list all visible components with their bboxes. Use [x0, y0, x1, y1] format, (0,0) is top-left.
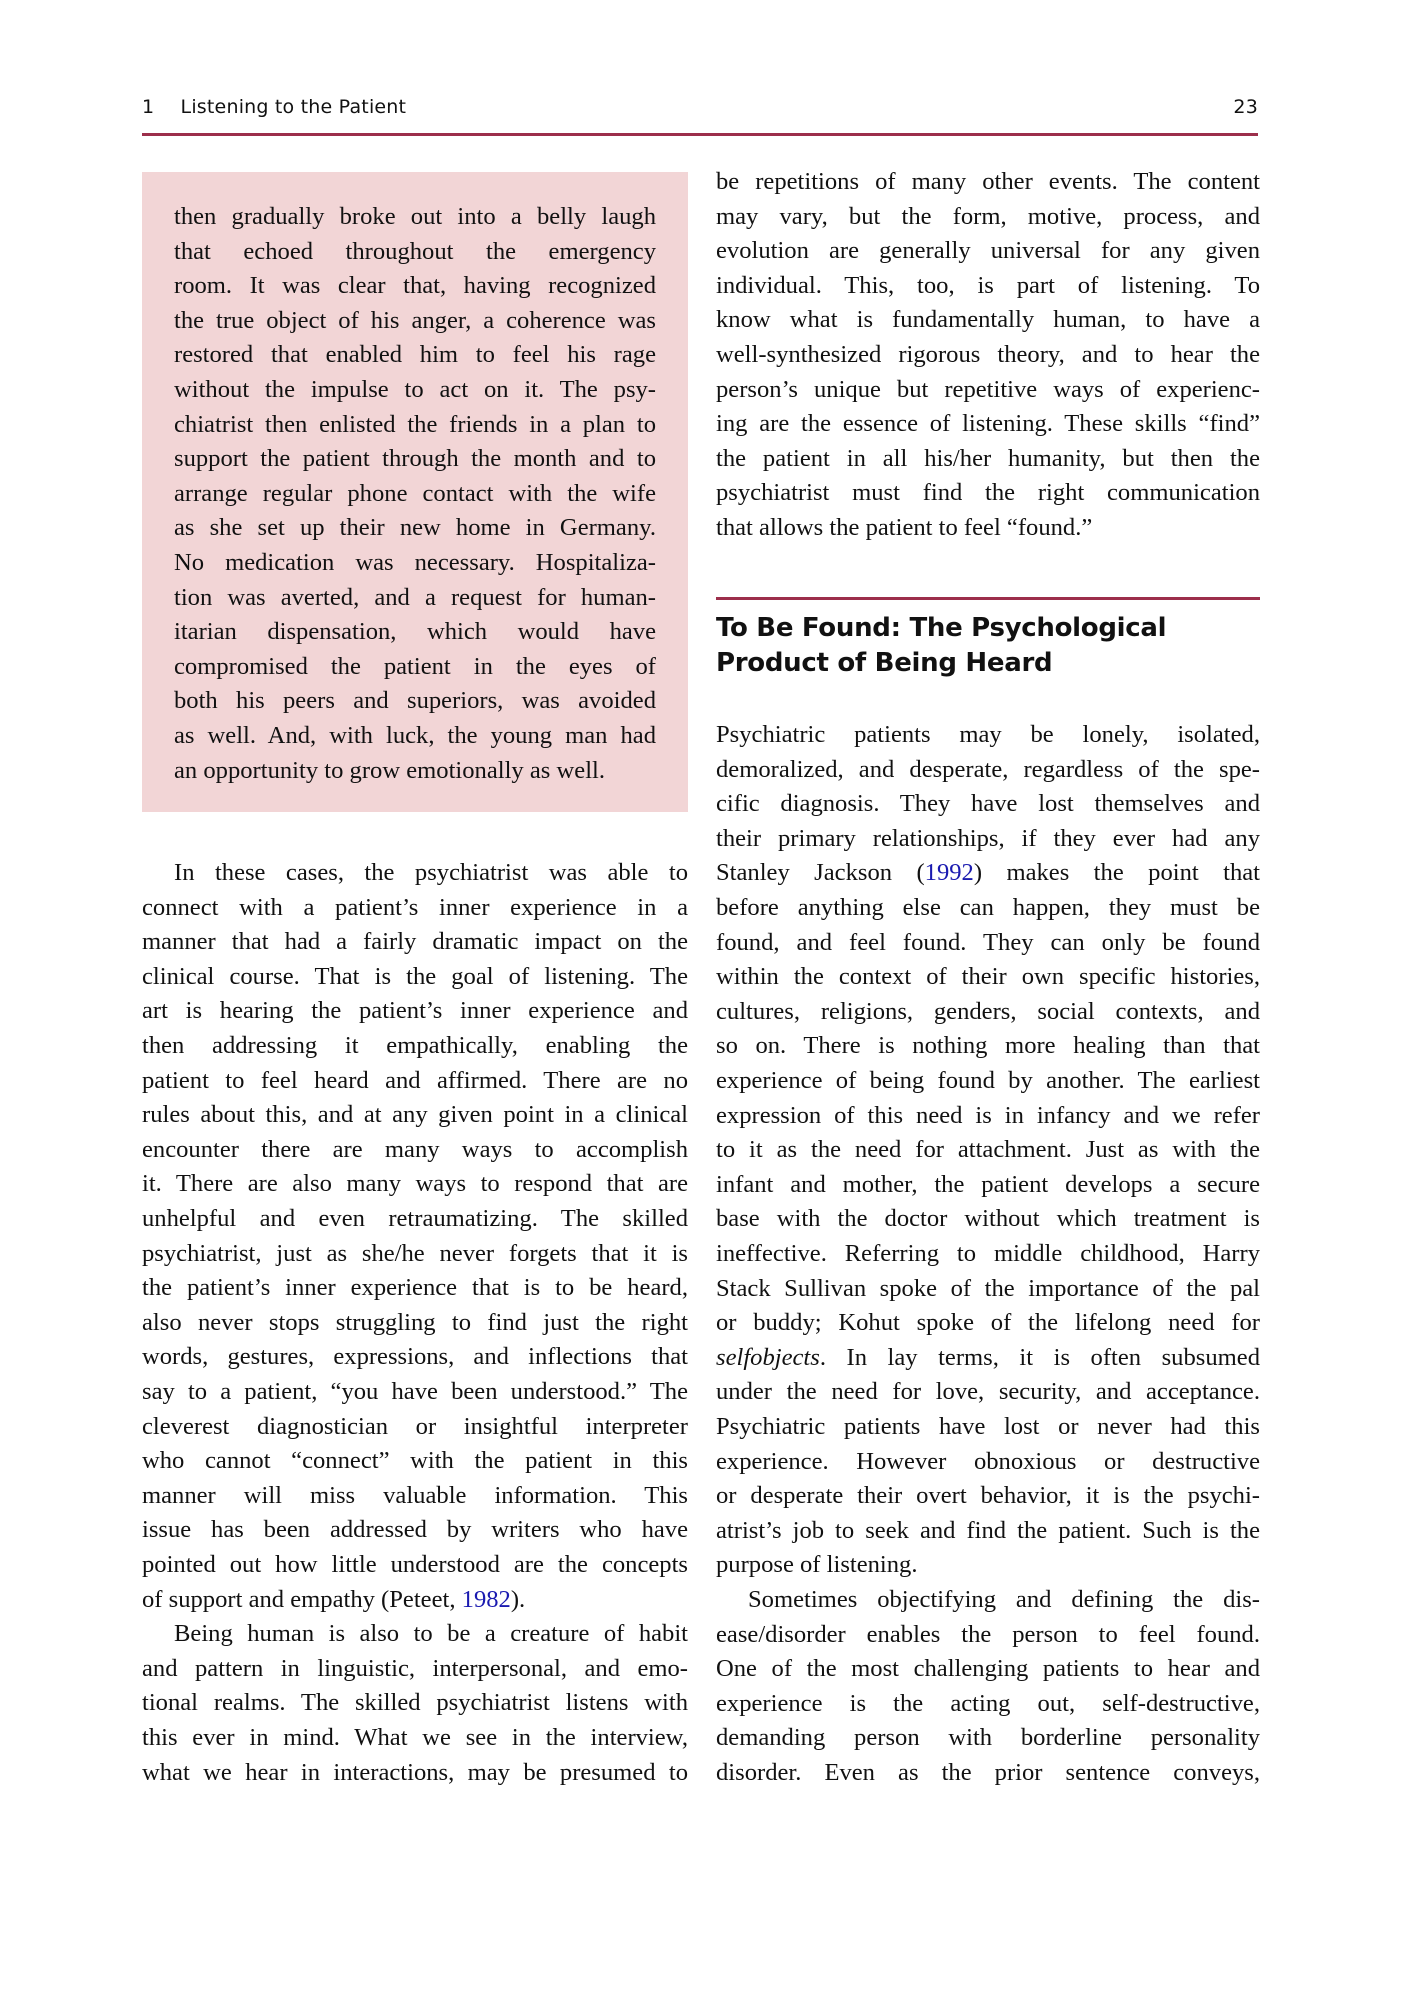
- text-line: their primary relationships, if they ever had any: [716, 824, 1260, 852]
- text-line: atrist’s job to seek and find the patient. Such is the: [716, 1516, 1260, 1544]
- text-line: experience. However obnoxious or destructive: [716, 1447, 1260, 1475]
- italic-term: selfobjects: [716, 1343, 820, 1371]
- text-fragment: ).: [510, 1585, 526, 1613]
- text-line: this ever in mind. What we see in the interview,: [142, 1724, 688, 1751]
- header-rule: [142, 133, 1258, 136]
- text-line: infant and mother, the patient develops a secure: [716, 1170, 1260, 1198]
- text-line: or buddy; Kohut spoke of the lifelong need for: [716, 1309, 1260, 1337]
- text-line: who cannot “connect” with the patient in this: [142, 1447, 688, 1475]
- text-line: be repetitions of many other events. The content: [716, 168, 1260, 195]
- text-line: art is hearing the patient’s inner experience and: [142, 997, 688, 1025]
- text-line: that allows the patient to feel “found.”: [716, 514, 1093, 541]
- text-line: cultures, religions, genders, social contexts, and: [716, 997, 1260, 1025]
- text-line: demanding person with borderline personality: [716, 1724, 1260, 1752]
- citation-link-peteet-1982[interactable]: 1982: [461, 1585, 511, 1613]
- text-line: ease/disorder enables the person to feel found.: [716, 1620, 1260, 1648]
- case-example-box: [142, 172, 688, 812]
- text-line: psychiatrist must find the right communication: [716, 479, 1260, 507]
- text-line: what we hear in interactions, may be presumed to: [142, 1758, 688, 1786]
- text-line: may vary, but the form, motive, process, and: [716, 202, 1260, 230]
- text-line: pointed out how little understood are the concepts: [142, 1551, 688, 1578]
- text-line: arrange regular phone contact with the wife: [174, 479, 656, 507]
- page-number: 23: [1233, 96, 1258, 118]
- text-line: issue has been addressed by writers who have: [142, 1516, 688, 1544]
- text-line: tional realms. The skilled psychiatrist listens with: [142, 1689, 688, 1717]
- text-line: psychiatrist, just as she/he never forgets that it is: [142, 1239, 688, 1267]
- text-line: and pattern in linguistic, interpersonal, and emo-: [142, 1654, 688, 1682]
- citation-line: [142, 1583, 688, 1618]
- text-line: well-synthesized rigorous theory, and to hear the: [716, 341, 1260, 368]
- text-line: an opportunity to grow emotionally as well.: [174, 756, 606, 784]
- text-line: Psychiatric patients have lost or never had this: [716, 1413, 1260, 1440]
- text-line: Psychiatric patients may be lonely, isolated,: [716, 721, 1260, 748]
- text-line: clinical course. That is the goal of listening. The: [142, 962, 688, 990]
- text-line: found, and feel found. They can only be found: [716, 928, 1260, 956]
- text-line: demoralized, and desperate, regardless of the spe-: [716, 755, 1260, 783]
- text-line: so on. There is nothing more healing than that: [716, 1032, 1260, 1060]
- text-line: compromised the patient in the eyes of: [174, 652, 656, 680]
- text-line: evolution are generally universal for any given: [716, 237, 1260, 265]
- text-line: chiatrist then enlisted the friends in a plan to: [174, 410, 656, 438]
- text-line: as well. And, with luck, the young man had: [174, 722, 656, 749]
- text-line: both his peers and superiors, was avoided: [174, 687, 656, 715]
- text-line: ing are the essence of listening. These skills “find”: [716, 410, 1260, 438]
- citation-link-jackson-1992[interactable]: 1992: [924, 859, 974, 887]
- text-line: also never stops struggling to find just the right: [142, 1308, 688, 1336]
- text-line: the patient’s inner experience that is to be heard,: [142, 1274, 688, 1302]
- section-heading-line: Product of Being Heard: [716, 648, 1053, 678]
- chapter-number: 1: [142, 96, 155, 118]
- running-head-chapter: [142, 96, 406, 118]
- text-line: under the need for love, security, and acceptance.: [716, 1378, 1260, 1406]
- text-line: person’s unique but repetitive ways of experienc-: [716, 375, 1260, 403]
- text-line: then gradually broke out into a belly laugh: [174, 203, 656, 230]
- text-fragment: . In lay terms, it is often subsumed: [819, 1343, 1260, 1371]
- text-line: cific diagnosis. They have lost themselves and: [716, 790, 1260, 818]
- text-line: without the impulse to act on it. The psy-: [174, 376, 656, 403]
- text-line: know what is fundamentally human, to have a: [716, 306, 1260, 334]
- text-line: manner that had a fairly dramatic impact on the: [142, 928, 688, 956]
- text-line: individual. This, too, is part of listening. To: [716, 271, 1260, 299]
- section-heading-line: To Be Found: The Psychological: [716, 613, 1167, 643]
- text-line: cleverest diagnostician or insightful interpreter: [142, 1412, 688, 1440]
- text-line: Being human is also to be a creature of habit: [174, 1620, 688, 1648]
- text-fragment: of support and empathy (Peteet,: [142, 1585, 462, 1613]
- text-line: No medication was necessary. Hospitaliza-: [174, 549, 656, 576]
- text-line: within the context of their own specific histories,: [716, 963, 1260, 991]
- text-line: it. There are also many ways to respond that are: [142, 1170, 688, 1198]
- text-line: rules about this, and at any given point in a clinical: [142, 1101, 688, 1129]
- text-line: purpose of listening.: [716, 1551, 918, 1579]
- text-line: the patient in all his/her humanity, but then the: [716, 444, 1260, 472]
- text-line: or desperate their overt behavior, it is the psychi-: [716, 1482, 1260, 1510]
- text-line: experience is the acting out, self-destructive,: [716, 1689, 1260, 1717]
- text-line: say to a patient, “you have been understood.” The: [142, 1378, 688, 1405]
- text-line: that echoed throughout the emergency: [174, 237, 656, 265]
- text-line: to it as the need for attachment. Just as with the: [716, 1136, 1260, 1164]
- text-fragment: ) makes the point that: [973, 859, 1260, 887]
- text-line: base with the doctor without which treatment is: [716, 1205, 1260, 1233]
- text-line: tion was averted, and a request for human-: [174, 583, 656, 611]
- text-fragment: Stanley Jackson (: [716, 859, 925, 887]
- text-line: experience of being found by another. The earliest: [716, 1067, 1260, 1094]
- chapter-title: Listening to the Patient: [180, 96, 407, 118]
- text-line: encounter there are many ways to accomplish: [142, 1135, 688, 1163]
- text-line: as she set up their new home in Germany.: [174, 514, 656, 542]
- text-line: words, gestures, expressions, and inflections that: [142, 1343, 688, 1371]
- text-line: One of the most challenging patients to hear and: [716, 1655, 1260, 1683]
- text-line: Sometimes objectifying and defining the dis-: [748, 1586, 1260, 1613]
- text-line: room. It was clear that, having recognized: [174, 272, 656, 300]
- section-rule: [716, 597, 1260, 600]
- text-line: expression of this need is in infancy and we refer: [716, 1101, 1260, 1129]
- italic-term-line: [716, 1341, 1260, 1376]
- text-line: unhelpful and even retraumatizing. The skilled: [142, 1205, 688, 1232]
- text-line: the true object of his anger, a coherence was: [174, 306, 656, 334]
- text-line: manner will miss valuable information. This: [142, 1481, 688, 1509]
- text-line: then addressing it empathically, enabling the: [142, 1032, 688, 1059]
- text-line: before anything else can happen, they must be: [716, 894, 1260, 921]
- citation-line: [716, 856, 1260, 891]
- text-line: disorder. Even as the prior sentence conveys,: [716, 1759, 1260, 1786]
- section-heading: [716, 611, 1260, 681]
- text-line: connect with a patient’s inner experience in a: [142, 893, 688, 921]
- text-line: Stack Sullivan spoke of the importance of the pal: [716, 1274, 1260, 1302]
- text-line: patient to feel heard and affirmed. There are no: [142, 1066, 688, 1094]
- text-line: support the patient through the month and to: [174, 445, 656, 473]
- text-line: restored that enabled him to feel his rage: [174, 341, 656, 369]
- text-line: ineffective. Referring to middle childhood, Harry: [716, 1240, 1260, 1267]
- text-line: itarian dispensation, which would have: [174, 618, 656, 646]
- text-line: In these cases, the psychiatrist was able to: [174, 859, 688, 886]
